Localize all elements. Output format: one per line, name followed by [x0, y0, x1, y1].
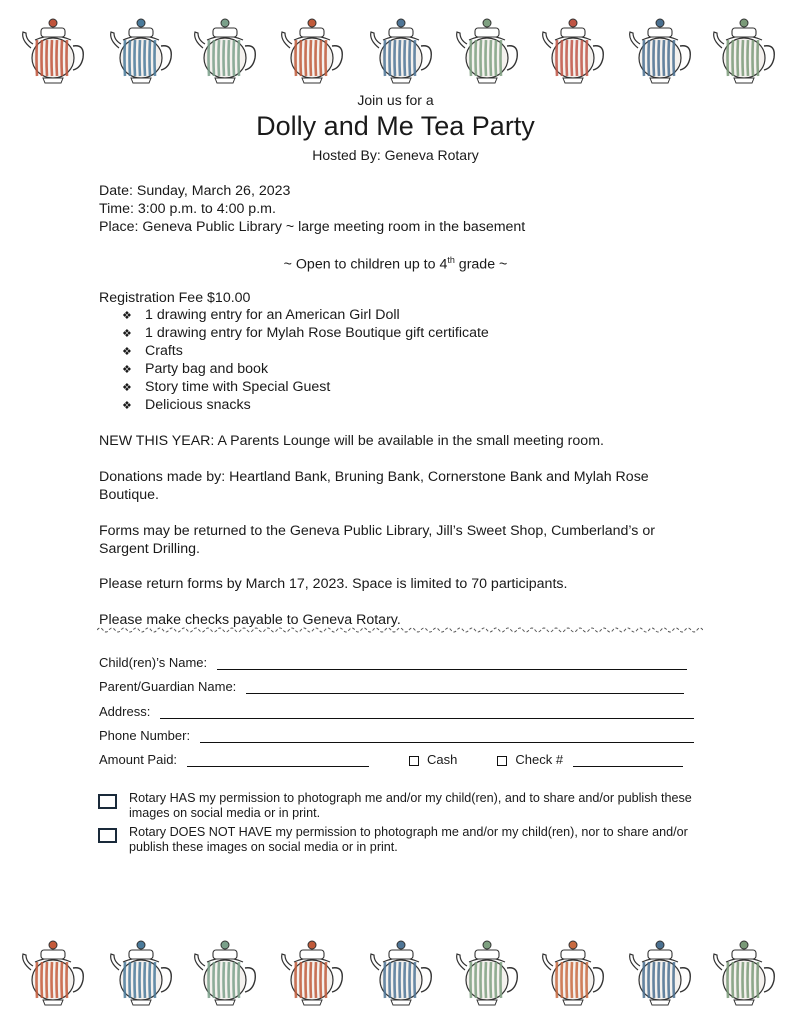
eligibility-note	[0, 255, 791, 273]
child-name-row	[99, 650, 687, 670]
cash-option[interactable]	[409, 752, 457, 767]
check-number-field[interactable]	[573, 752, 683, 767]
page-title: Dolly and Me Tea Party	[256, 111, 535, 141]
child-name-label: Child(ren)’s Name:	[99, 655, 208, 670]
intro-text: Join us for a	[357, 92, 434, 108]
cut-line-divider	[97, 625, 703, 635]
teapot-icon	[537, 10, 609, 90]
photo-consent-does-not-have	[98, 825, 698, 855]
teapot-icon	[708, 10, 780, 90]
teapot-icon	[451, 932, 523, 1012]
consent-has-text: Rotary HAS my permission to photograph me and/or my child(ren), and to share and/or publish these images on social media or in print.	[129, 791, 692, 820]
list-item	[122, 324, 489, 342]
list-item	[122, 306, 489, 324]
new-this-year: NEW THIS YEAR: A Parents Lounge will be available in the small meeting room.	[99, 433, 604, 449]
diamond-bullet-icon: ❖	[122, 327, 132, 340]
diamond-bullet-icon: ❖	[122, 363, 132, 376]
teapot-icon	[105, 10, 177, 90]
list-item-text: Crafts	[145, 343, 183, 359]
teapot-icon	[624, 932, 696, 1012]
phone-field[interactable]	[200, 728, 694, 743]
diamond-bullet-icon: ❖	[122, 345, 132, 358]
teapot-icon	[189, 10, 261, 90]
photo-consent-has	[98, 791, 698, 821]
consent-not-checkbox[interactable]	[98, 828, 117, 843]
hosted-by: Hosted By: Geneva Rotary	[312, 147, 479, 163]
amount-field[interactable]	[187, 752, 369, 767]
teapot-icon	[276, 932, 348, 1012]
diamond-bullet-icon: ❖	[122, 399, 132, 412]
registration-items	[122, 306, 489, 414]
teapot-icon	[708, 932, 780, 1012]
check-checkbox[interactable]	[497, 756, 507, 766]
cash-label: Cash	[427, 752, 458, 767]
teapot-icon	[276, 10, 348, 90]
teapot-icon	[451, 10, 523, 90]
list-item-text: Story time with Special Guest	[145, 379, 331, 395]
phone-label: Phone Number:	[99, 728, 191, 743]
list-item	[122, 360, 489, 378]
teapot-icon	[105, 932, 177, 1012]
amount-row	[99, 747, 701, 767]
list-item	[122, 378, 489, 396]
list-item	[122, 342, 489, 360]
check-label: Check #	[515, 752, 564, 767]
phone-row	[99, 723, 694, 743]
parent-name-label: Parent/Guardian Name:	[99, 679, 237, 694]
address-row	[99, 699, 694, 719]
teapot-icon	[17, 932, 89, 1012]
address-label: Address:	[99, 704, 151, 719]
registration-fee: Registration Fee $10.00	[99, 290, 251, 306]
checks-payable: Please make checks payable to Geneva Rotary.	[99, 612, 401, 628]
teapot-icon	[624, 10, 696, 90]
forms-return: Forms may be returned to the Geneva Public Library, Jill’s Sweet Shop, Cumberland’s or Sargent Drilling.	[99, 523, 655, 557]
list-item-text: 1 drawing entry for Mylah Rose Boutique gift certificate	[145, 325, 489, 341]
teapot-icon	[365, 932, 437, 1012]
teapot-icon	[365, 10, 437, 90]
teapot-border-bottom	[0, 932, 791, 1012]
parent-name-row	[99, 674, 684, 694]
cash-checkbox[interactable]	[409, 756, 419, 766]
list-item	[122, 396, 489, 414]
child-name-field[interactable]	[217, 655, 687, 670]
consent-not-text: Rotary DOES NOT HAVE my permission to photograph me and/or my child(ren), nor to share and/or publish these images on social media or in print.	[129, 825, 688, 854]
eligibility-ordinal: th	[447, 255, 455, 265]
diamond-bullet-icon: ❖	[122, 381, 132, 394]
parent-name-field[interactable]	[246, 679, 684, 694]
teapot-border-top	[0, 10, 791, 90]
list-item-text: Delicious snacks	[145, 397, 251, 413]
diamond-bullet-icon: ❖	[122, 309, 132, 322]
event-date: Date: Sunday, March 26, 2023	[99, 183, 291, 199]
event-time: Time: 3:00 p.m. to 4:00 p.m.	[99, 201, 276, 217]
teapot-icon	[17, 10, 89, 90]
deadline: Please return forms by March 17, 2023. Space is limited to 70 participants.	[99, 576, 568, 592]
amount-label: Amount Paid:	[99, 752, 178, 767]
consent-has-checkbox[interactable]	[98, 794, 117, 809]
eligibility-text-start: ~ Open to children up to 4	[283, 256, 448, 273]
donations: Donations made by: Heartland Bank, Bruning Bank, Cornerstone Bank and Mylah Rose Boutique.	[99, 469, 649, 503]
check-option[interactable]	[497, 752, 563, 767]
address-field[interactable]	[160, 704, 694, 719]
event-place: Place: Geneva Public Library ~ large meeting room in the basement	[99, 219, 526, 235]
eligibility-text-end: grade ~	[454, 256, 508, 273]
teapot-icon	[189, 932, 261, 1012]
teapot-icon	[537, 932, 609, 1012]
list-item-text: 1 drawing entry for an American Girl Doll	[145, 307, 400, 323]
list-item-text: Party bag and book	[145, 361, 269, 377]
